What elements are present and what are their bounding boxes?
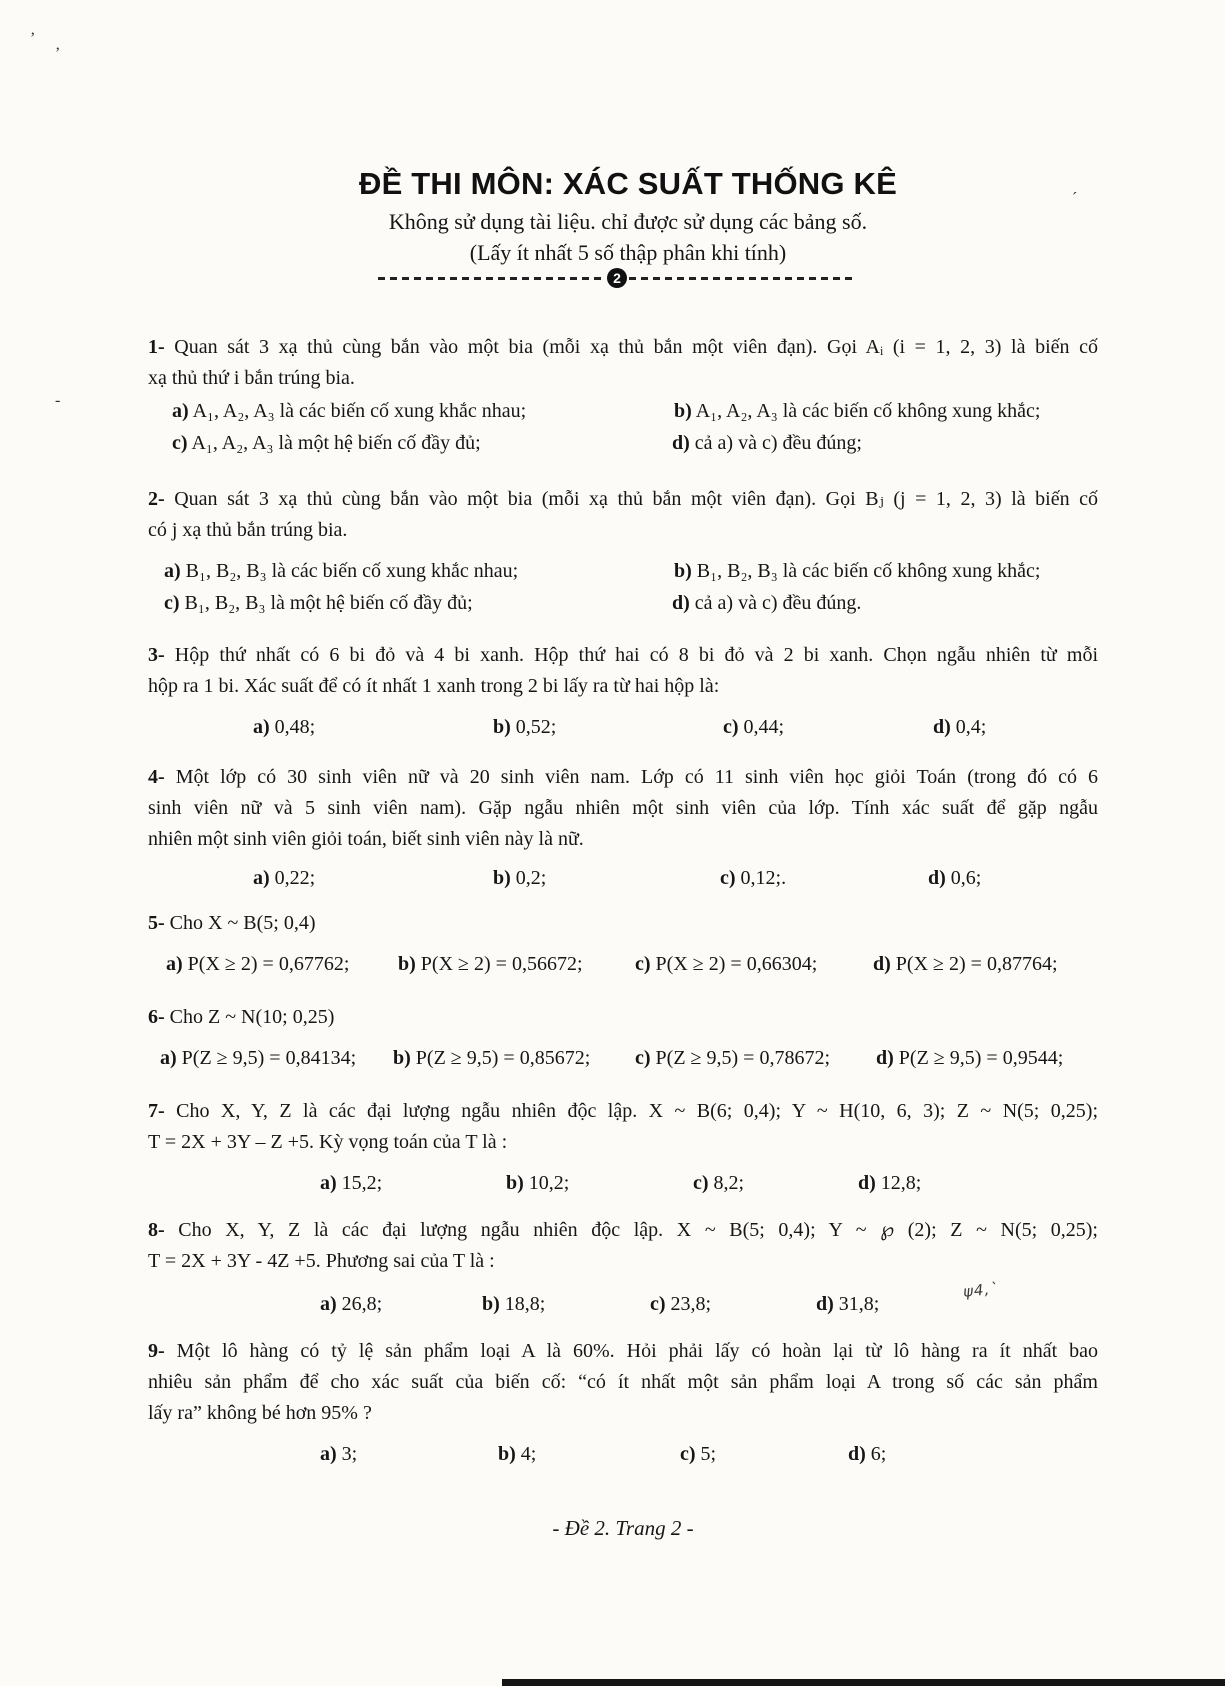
scan-speck: ´ xyxy=(1072,190,1078,207)
question-line: Cho X, Y, Z là các đại lượng ngẫu nhiên độc lập. X ~ B(6; 0,4); Y ~ H(10, 6, 3); Z ~ N(5; 0,25); xyxy=(176,1100,1099,1122)
option-text: 0,4; xyxy=(955,716,987,738)
option-label: c) xyxy=(635,953,651,975)
option-text: 0,48; xyxy=(274,716,316,738)
question-line: T = 2X + 3Y - 4Z +5. Phương sai của T là : xyxy=(148,1250,495,1272)
question-9 xyxy=(148,1336,1098,1471)
option-label: d) xyxy=(876,1047,894,1069)
option-text: 4; xyxy=(520,1443,537,1465)
option-label: a) xyxy=(164,560,181,582)
option-label: b) xyxy=(393,1047,411,1069)
option-label: b) xyxy=(674,560,692,582)
page-note: (Lấy ít nhất 5 số thập phân khi tính) xyxy=(469,240,787,265)
option-d xyxy=(873,949,1058,980)
option-label: a) xyxy=(172,400,189,422)
options-row xyxy=(148,712,1098,744)
option-b xyxy=(393,1043,590,1074)
question-line: Một lớp có 30 sinh viên nữ và 20 sinh viên nam. Lớp có 11 sinh viên học giỏi Toán (trong đó có 6 xyxy=(175,766,1099,788)
option-c xyxy=(693,1168,744,1199)
option-d xyxy=(848,1439,886,1470)
question-line: Một lô hàng có tỷ lệ sản phẩm loại A là 60%. Hỏi phải lấy có hoàn lại từ lô hàng ra ít nhất bao xyxy=(176,1340,1098,1362)
option-text: 0,12;. xyxy=(740,867,787,889)
page-footer: - Đề 2. Trang 2 - xyxy=(552,1516,694,1540)
option-b xyxy=(398,949,583,980)
option-d xyxy=(858,1168,921,1199)
scan-speck: - xyxy=(55,392,61,409)
option-a xyxy=(320,1289,382,1320)
circled-number-badge: 2 xyxy=(607,268,627,288)
page-title: ĐỀ THI MÔN: XÁC SUẤT THỐNG KÊ xyxy=(359,166,897,201)
options-row xyxy=(148,396,1098,428)
question-6 xyxy=(148,1002,1098,1075)
scan-speck: ’ xyxy=(30,30,36,47)
option-text: 23,8; xyxy=(670,1293,712,1315)
question-text xyxy=(148,908,1098,939)
option-label: b) xyxy=(398,953,416,975)
options-row xyxy=(148,556,1098,588)
option-label: b) xyxy=(493,867,511,889)
option-a xyxy=(160,1043,356,1074)
option-b xyxy=(493,712,556,743)
option-label: d) xyxy=(873,953,891,975)
option-text: 10,2; xyxy=(528,1172,570,1194)
option-text: A₁, A₂, A₃ là các biến cố không xung khắc; xyxy=(695,400,1041,422)
option-text: 5; xyxy=(700,1443,717,1465)
option-label: d) xyxy=(672,592,690,614)
option-text: cả a) và c) đều đúng. xyxy=(694,592,862,614)
option-text: 0,44; xyxy=(743,716,785,738)
option-label: c) xyxy=(635,1047,651,1069)
question-7 xyxy=(148,1096,1098,1200)
question-3 xyxy=(148,640,1098,744)
options-row xyxy=(148,1043,1098,1075)
question-line: Cho Z ~ N(10; 0,25) xyxy=(169,1006,335,1028)
question-line: Quan sát 3 xạ thủ cùng bắn vào một bia (mỗi xạ thủ bắn một viên đạn). Gọi Bⱼ (j = 1, 2, 3) là biến cố xyxy=(174,488,1099,510)
option-label: d) xyxy=(672,432,690,454)
option-text: 6; xyxy=(870,1443,887,1465)
question-number: 8- xyxy=(148,1219,165,1241)
option-text: P(Z ≥ 9,5) = 0,78672; xyxy=(655,1047,831,1069)
option-c xyxy=(635,1043,830,1074)
option-a xyxy=(253,712,315,743)
question-line: nhiêu sản phẩm để cho xác suất của biến cố: “có ít nhất một sản phẩm loại A trong số các sản phẩm xyxy=(148,1371,1098,1393)
option-text: P(Z ≥ 9,5) = 0,85672; xyxy=(415,1047,591,1069)
question-line: xạ thủ thứ i bắn trúng bia. xyxy=(148,367,355,389)
option-text: 3; xyxy=(341,1443,358,1465)
question-line: T = 2X + 3Y – Z +5. Kỳ vọng toán của T là : xyxy=(148,1131,508,1153)
option-label: a) xyxy=(160,1047,177,1069)
option-label: c) xyxy=(172,432,188,454)
header-separator xyxy=(378,268,856,288)
options-row xyxy=(148,949,1098,981)
option-label: b) xyxy=(498,1443,516,1465)
option-b xyxy=(674,396,1040,427)
question-line: nhiên một sinh viên giỏi toán, biết sinh viên này là nữ. xyxy=(148,828,584,850)
option-label: c) xyxy=(164,592,180,614)
option-d xyxy=(933,712,986,743)
question-line: Hộp thứ nhất có 6 bi đỏ và 4 bi xanh. Hộp thứ hai có 8 bi đỏ và 2 bi xanh. Chọn ngẫu nhiên từ mỗi xyxy=(174,644,1099,666)
question-4 xyxy=(148,762,1098,895)
handwritten-mark: ψ4,` xyxy=(962,1279,1000,1301)
question-2 xyxy=(148,484,1098,620)
option-label: d) xyxy=(848,1443,866,1465)
options-row xyxy=(148,863,1098,895)
option-text: B₁, B₂, B₃ là các biến cố không xung khắc; xyxy=(696,560,1041,582)
options-row xyxy=(148,1439,1098,1471)
option-label: d) xyxy=(816,1293,834,1315)
option-b xyxy=(493,863,546,894)
option-label: a) xyxy=(320,1443,337,1465)
option-text: 12,8; xyxy=(880,1172,922,1194)
option-text: 0,6; xyxy=(950,867,982,889)
option-text: 8,2; xyxy=(713,1172,745,1194)
question-text xyxy=(148,1336,1098,1367)
option-a xyxy=(166,949,349,980)
question-5 xyxy=(148,908,1098,981)
option-c xyxy=(680,1439,716,1470)
options-row xyxy=(148,588,1098,620)
option-label: a) xyxy=(320,1172,337,1194)
option-label: d) xyxy=(928,867,946,889)
option-b xyxy=(482,1289,545,1320)
option-text: 18,8; xyxy=(504,1293,546,1315)
option-label: c) xyxy=(723,716,739,738)
question-line: có j xạ thủ bắn trúng bia. xyxy=(148,519,348,541)
option-text: A₁, A₂, A₃ là các biến cố xung khắc nhau; xyxy=(192,400,527,422)
option-text: B₁, B₂, B₃ là một hệ biến cố đầy đủ; xyxy=(184,592,473,614)
option-text: B₁, B₂, B₃ là các biến cố xung khắc nhau; xyxy=(185,560,519,582)
option-text: cả a) và c) đều đúng; xyxy=(694,432,862,454)
option-a xyxy=(172,396,526,427)
option-text: 31,8; xyxy=(838,1293,880,1315)
question-text xyxy=(148,762,1098,793)
question-line: Cho X, Y, Z là các đại lượng ngẫu nhiên độc lập. X ~ B(5; 0,4); Y ~ ℘ (2); Z ~ N(5; 0,25); xyxy=(178,1219,1098,1241)
option-label: a) xyxy=(166,953,183,975)
scan-speck: ‚ xyxy=(55,36,61,53)
question-line: hộp ra 1 bi. Xác suất để có ít nhất 1 xanh trong 2 bi lấy ra từ hai hộp là: xyxy=(148,675,720,697)
question-text xyxy=(148,1002,1098,1033)
option-b xyxy=(498,1439,536,1470)
option-a xyxy=(320,1439,357,1470)
option-label: a) xyxy=(253,716,270,738)
question-text xyxy=(148,1215,1098,1246)
option-b xyxy=(674,556,1040,587)
option-c xyxy=(720,863,786,894)
question-1 xyxy=(148,332,1098,460)
option-label: c) xyxy=(680,1443,696,1465)
option-d xyxy=(672,588,861,619)
question-text xyxy=(148,640,1098,671)
options-row xyxy=(148,428,1098,460)
option-d xyxy=(928,863,981,894)
question-number: 4- xyxy=(148,766,165,788)
option-c xyxy=(635,949,817,980)
option-label: c) xyxy=(693,1172,709,1194)
scan-edge-bar xyxy=(502,1679,1225,1686)
option-text: P(X ≥ 2) = 0,67762; xyxy=(187,953,350,975)
option-label: a) xyxy=(253,867,270,889)
option-a xyxy=(164,556,518,587)
option-d xyxy=(672,428,862,459)
question-number: 5- xyxy=(148,912,165,934)
question-number: 7- xyxy=(148,1100,165,1122)
option-c xyxy=(723,712,784,743)
option-label: b) xyxy=(506,1172,524,1194)
question-number: 2- xyxy=(148,488,165,510)
option-label: a) xyxy=(320,1293,337,1315)
option-text: P(X ≥ 2) = 0,87764; xyxy=(895,953,1058,975)
question-8 xyxy=(148,1215,1098,1321)
option-text: P(Z ≥ 9,5) = 0,84134; xyxy=(181,1047,357,1069)
option-label: b) xyxy=(482,1293,500,1315)
option-label: d) xyxy=(933,716,951,738)
option-text: P(X ≥ 2) = 0,56672; xyxy=(420,953,583,975)
option-text: 15,2; xyxy=(341,1172,383,1194)
question-number: 1- xyxy=(148,336,165,358)
options-row xyxy=(148,1279,1098,1321)
question-line: Quan sát 3 xạ thủ cùng bắn vào một bia (mỗi xạ thủ bắn một viên đạn). Gọi Aᵢ (i = 1, 2, 3) là biến cố xyxy=(174,336,1099,358)
question-text xyxy=(148,1096,1098,1127)
option-label: d) xyxy=(858,1172,876,1194)
option-label: c) xyxy=(720,867,736,889)
option-text: P(X ≥ 2) = 0,66304; xyxy=(655,953,818,975)
option-d xyxy=(816,1289,879,1320)
option-text: 0,22; xyxy=(274,867,316,889)
option-c xyxy=(164,588,473,619)
question-line: lấy ra” không bé hơn 95% ? xyxy=(148,1402,372,1424)
option-c xyxy=(172,428,481,459)
option-a xyxy=(253,863,315,894)
option-label: b) xyxy=(493,716,511,738)
option-text: 0,2; xyxy=(515,867,547,889)
option-b xyxy=(506,1168,569,1199)
option-c xyxy=(650,1289,711,1320)
question-number: 3- xyxy=(148,644,165,666)
question-number: 9- xyxy=(148,1340,165,1362)
option-a xyxy=(320,1168,382,1199)
option-text: A₁, A₂, A₃ là một hệ biến cố đầy đủ; xyxy=(191,432,481,454)
option-text: P(Z ≥ 9,5) = 0,9544; xyxy=(898,1047,1064,1069)
question-line: Cho X ~ B(5; 0,4) xyxy=(169,912,316,934)
dash-line xyxy=(378,277,605,280)
option-text: 0,52; xyxy=(515,716,557,738)
dash-line xyxy=(629,277,856,280)
option-label: b) xyxy=(674,400,692,422)
question-text xyxy=(148,484,1098,515)
page-subtitle: Không sử dụng tài liệu. chỉ được sử dụng các bảng số. xyxy=(388,209,868,234)
question-line: sinh viên nữ và 5 sinh viên nam). Gặp ngẫu nhiên một sinh viên của lớp. Tính xác suất để gặp ngẫu xyxy=(148,797,1098,819)
option-label: c) xyxy=(650,1293,666,1315)
question-text xyxy=(148,332,1098,363)
option-d xyxy=(876,1043,1063,1074)
question-number: 6- xyxy=(148,1006,165,1028)
option-text: 26,8; xyxy=(341,1293,383,1315)
options-row xyxy=(148,1168,1098,1200)
